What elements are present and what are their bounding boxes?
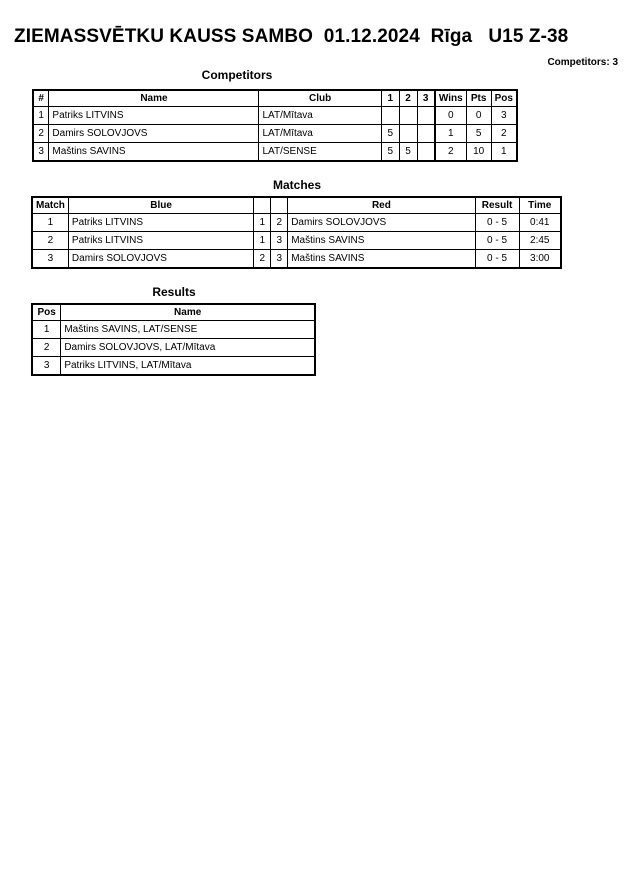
results-header-row <box>32 304 315 321</box>
red-seed-cell: 3 <box>271 250 288 269</box>
points-cell: 10 <box>466 143 491 162</box>
name-cell: Patriks LITVINS <box>49 107 259 125</box>
competitors-header-row <box>33 90 517 107</box>
bout-3-cell <box>417 125 435 143</box>
result-header: Result <box>475 197 519 214</box>
competitors-row <box>33 143 517 162</box>
time-cell: 2:45 <box>519 232 561 250</box>
blue-seed-cell: 1 <box>254 214 271 232</box>
club-cell: LAT/SENSE <box>259 143 381 162</box>
blue-name-cell: Damirs SOLOVJOVS <box>68 250 253 269</box>
position-cell: 1 <box>32 321 61 339</box>
position-cell: 3 <box>491 107 517 125</box>
position-cell: 2 <box>491 125 517 143</box>
name-cell: Maštins SAVINS, LAT/SENSE <box>61 321 315 339</box>
name-cell: Patriks LITVINS, LAT/Mītava <box>61 357 315 376</box>
bout-3-cell <box>417 107 435 125</box>
position-cell: 3 <box>32 357 61 376</box>
red-seed-cell: 3 <box>271 232 288 250</box>
wins-cell: 1 <box>435 125 466 143</box>
name-cell: Damirs SOLOVJOVS, LAT/Mītava <box>61 339 315 357</box>
match-number-cell: 2 <box>32 232 68 250</box>
bout-2-cell <box>399 125 417 143</box>
blue-name-cell: Patriks LITVINS <box>68 214 253 232</box>
number-header: # <box>33 90 49 107</box>
name-cell: Maštins SAVINS <box>49 143 259 162</box>
competitors-row <box>33 107 517 125</box>
points-header: Pts <box>466 90 491 107</box>
name-header: Name <box>49 90 259 107</box>
result-cell: 0 - 5 <box>475 250 519 269</box>
blue-seed-cell: 1 <box>254 232 271 250</box>
bout-2-header: 2 <box>399 90 417 107</box>
wins-cell: 2 <box>435 143 466 162</box>
bout-2-cell: 5 <box>399 143 417 162</box>
club-cell: LAT/Mītava <box>259 125 381 143</box>
competitors-title: Competitors <box>201 68 273 82</box>
bout-3-header: 3 <box>417 90 435 107</box>
time-cell: 3:00 <box>519 250 561 269</box>
bout-1-header: 1 <box>381 90 399 107</box>
results-title: Results <box>152 285 196 299</box>
number-cell: 1 <box>33 107 49 125</box>
result-cell: 0 - 5 <box>475 214 519 232</box>
match-number-cell: 1 <box>32 214 68 232</box>
blue-name-header: Blue <box>68 197 253 214</box>
results-row <box>32 357 315 376</box>
red-name-header: Red <box>288 197 475 214</box>
number-cell: 2 <box>33 125 49 143</box>
club-cell: LAT/Mītava <box>259 107 381 125</box>
position-header: Pos <box>32 304 61 321</box>
red-name-cell: Maštins SAVINS <box>288 232 475 250</box>
bout-1-cell: 5 <box>381 143 399 162</box>
red-seed-header <box>271 197 288 214</box>
red-name-cell: Damirs SOLOVJOVS <box>288 214 475 232</box>
bout-3-cell <box>417 143 435 162</box>
matches-table <box>31 196 562 269</box>
competitors-count: Competitors: 3 <box>547 57 618 68</box>
number-cell: 3 <box>33 143 49 162</box>
matches-row <box>32 214 561 232</box>
bout-1-cell <box>381 107 399 125</box>
blue-name-cell: Patriks LITVINS <box>68 232 253 250</box>
competitors-row <box>33 125 517 143</box>
match-number-cell: 3 <box>32 250 68 269</box>
points-cell: 5 <box>466 125 491 143</box>
matches-row <box>32 250 561 269</box>
position-header: Pos <box>491 90 517 107</box>
time-cell: 0:41 <box>519 214 561 232</box>
matches-header-row <box>32 197 561 214</box>
wins-cell: 0 <box>435 107 466 125</box>
bout-1-cell: 5 <box>381 125 399 143</box>
time-header: Time <box>519 197 561 214</box>
match-number-header: Match <box>32 197 68 214</box>
bout-2-cell <box>399 107 417 125</box>
red-seed-cell: 2 <box>271 214 288 232</box>
points-cell: 0 <box>466 107 491 125</box>
name-header: Name <box>61 304 315 321</box>
competitors-table <box>32 89 518 162</box>
results-row <box>32 339 315 357</box>
results-row <box>32 321 315 339</box>
blue-seed-cell: 2 <box>254 250 271 269</box>
club-header: Club <box>259 90 381 107</box>
wins-header: Wins <box>435 90 466 107</box>
result-cell: 0 - 5 <box>475 232 519 250</box>
name-cell: Damirs SOLOVJOVS <box>49 125 259 143</box>
matches-row <box>32 232 561 250</box>
position-cell: 1 <box>491 143 517 162</box>
red-name-cell: Maštins SAVINS <box>288 250 475 269</box>
position-cell: 2 <box>32 339 61 357</box>
blue-seed-header <box>254 197 271 214</box>
page-title: ZIEMASSVĒTKU KAUSS SAMBO 01.12.2024 Rīga U15 Z-38 <box>14 26 569 47</box>
results-table <box>31 303 316 376</box>
matches-title: Matches <box>272 178 322 192</box>
